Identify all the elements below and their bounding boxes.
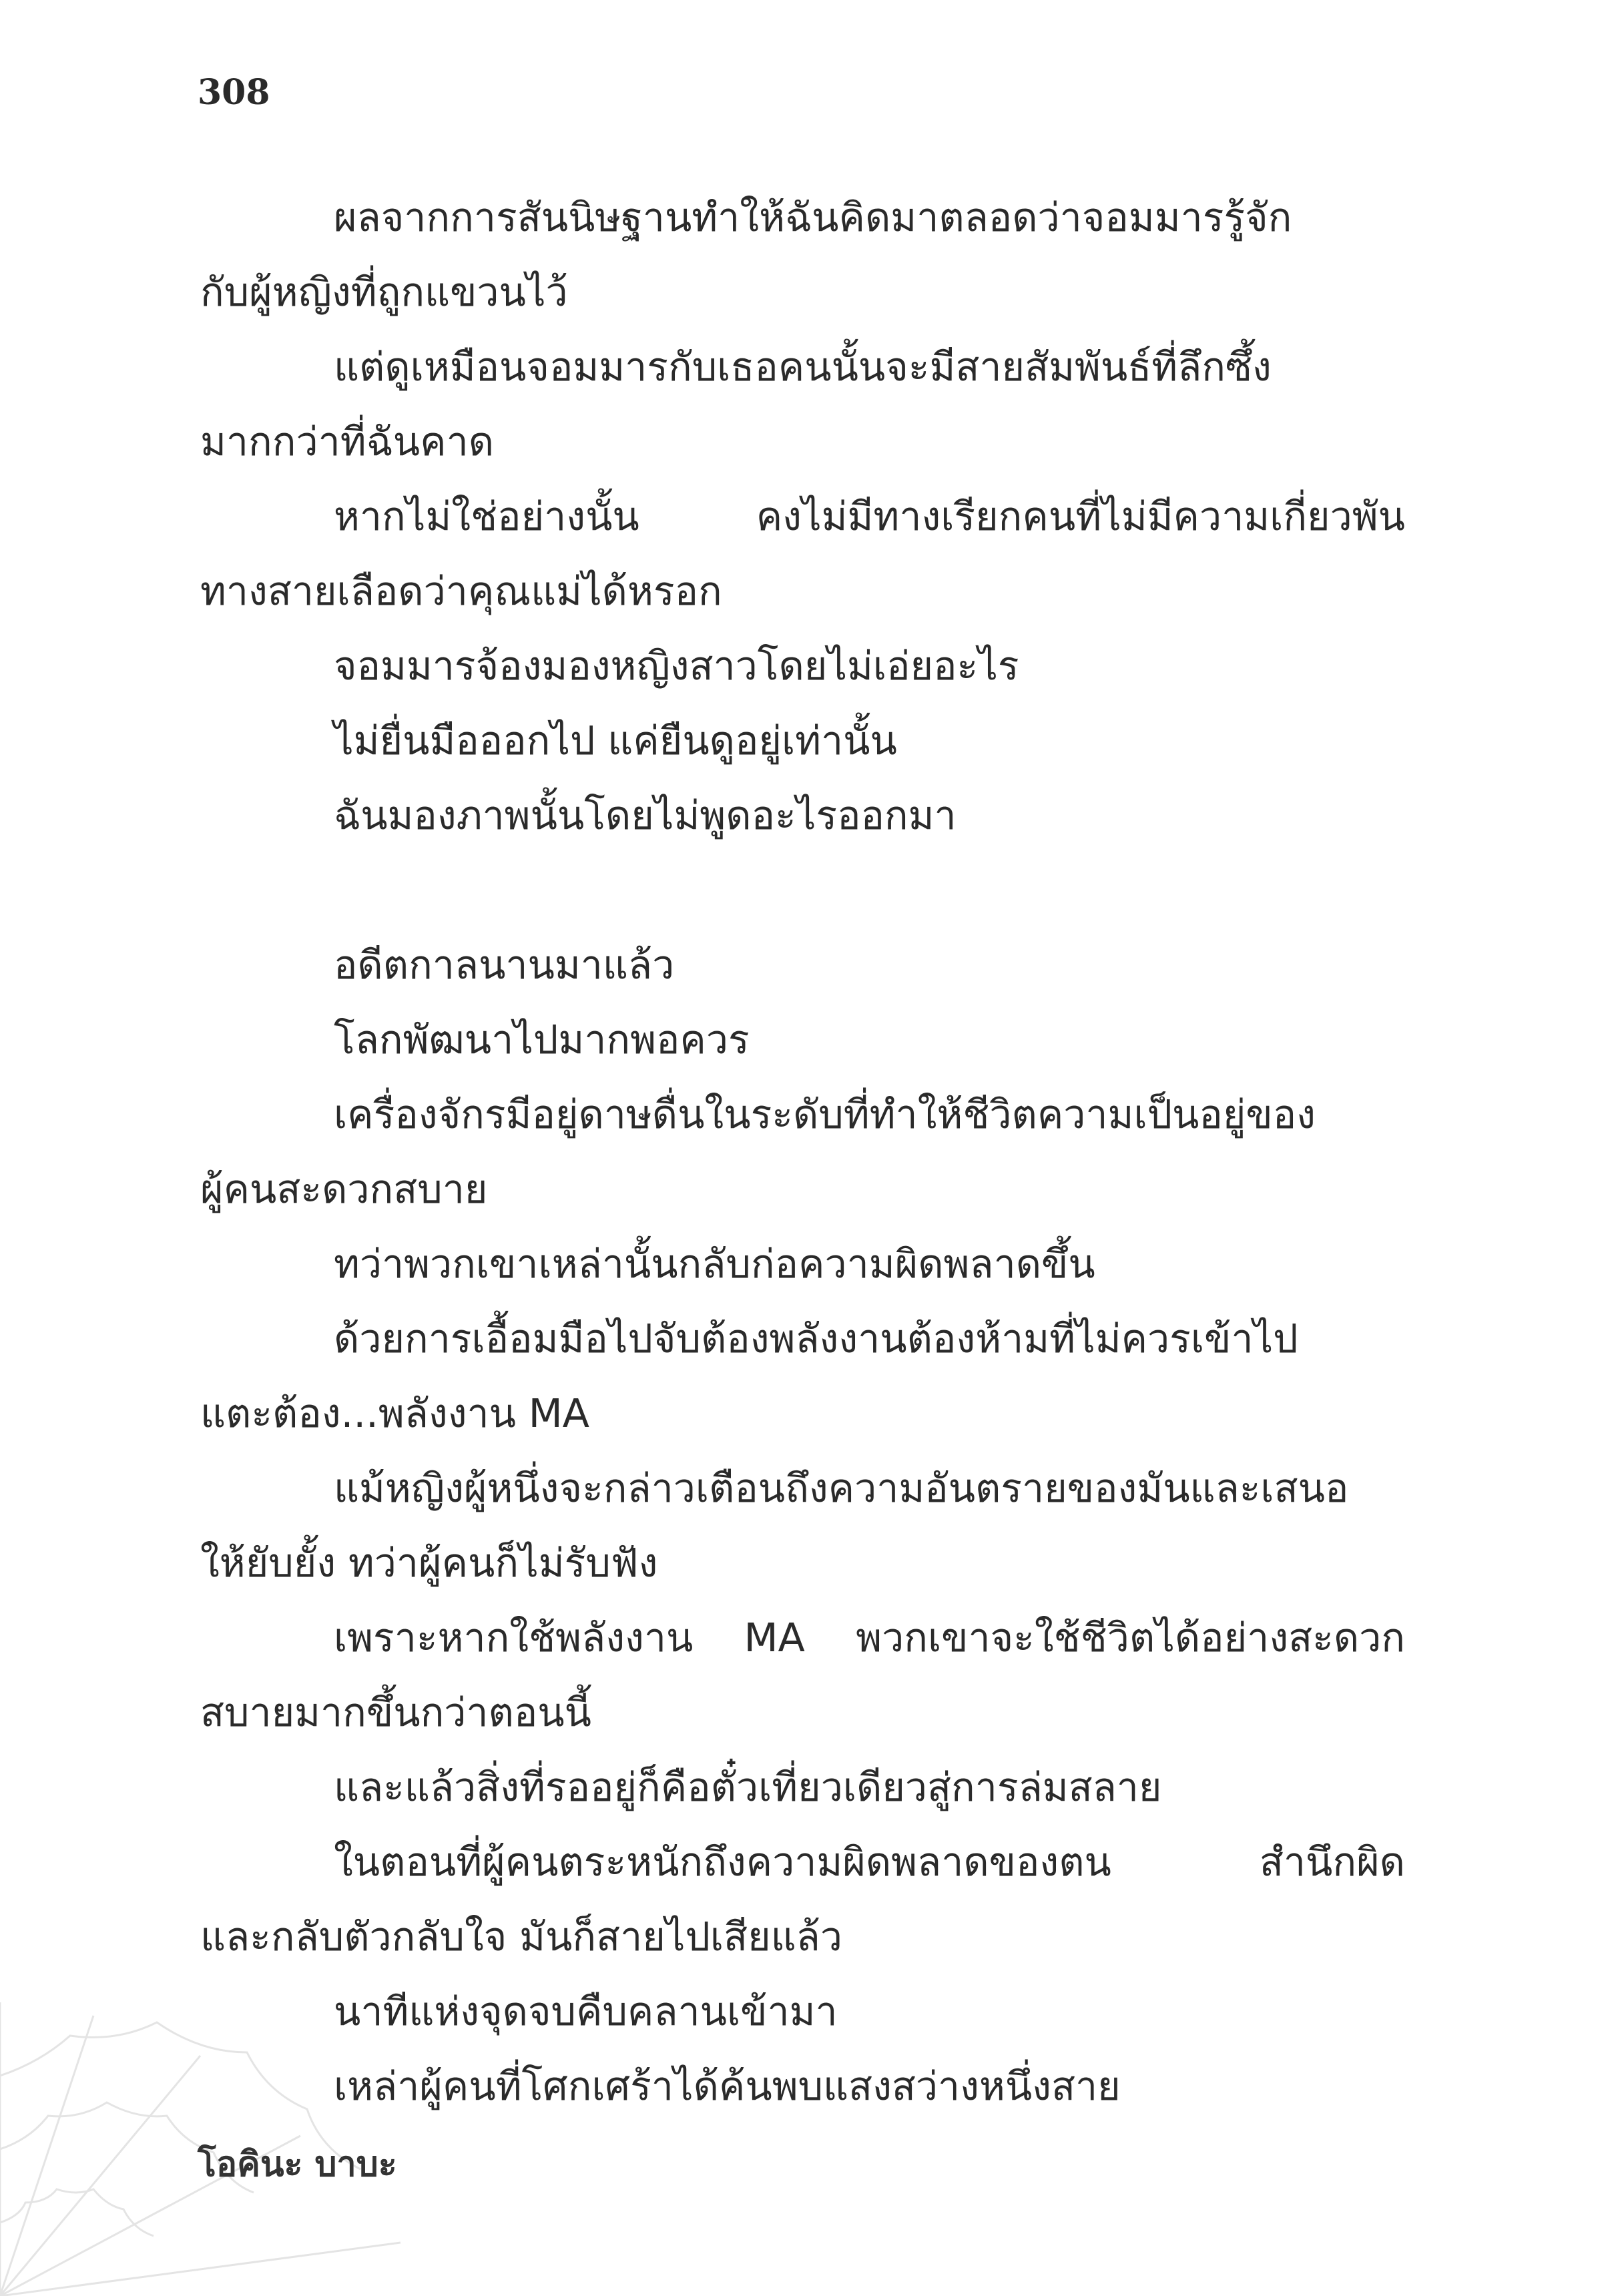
text-line: นาทีแห่งจุดจบคืบคลานเข้ามา xyxy=(334,1988,838,2034)
text-line: ทว่าพวกเขาเหล่านั้นกลับก่อความผิดพลาดขึ้น xyxy=(334,1241,1095,1287)
text-line: กับผู้หญิงที่ถูกแขวนไว้ xyxy=(200,269,568,315)
text-line: สบายมากขึ้นกว่าตอนนี้ xyxy=(200,1689,591,1735)
text-line: จอมมารจ้องมองหญิงสาวโดยไม่เอ่ยอะไร xyxy=(334,643,1019,689)
text-line: ไม่ยื่นมือออกไป แค่ยืนดูอยู่เท่านั้น xyxy=(334,718,897,764)
text-line: แตะต้อง...พลังงาน MA xyxy=(200,1390,589,1436)
text-line: มากกว่าที่ฉันคาด xyxy=(200,418,495,465)
text-line: ทางสายเลือดว่าคุณแม่ได้หรอก xyxy=(200,568,722,614)
text-line: ผู้คนสะดวกสบาย xyxy=(200,1166,488,1212)
text-line: หากไม่ใช่อย่างนั้น คงไม่มีทางเรียกคนที่ไม่มีความเกี่ยวพัน xyxy=(334,493,1405,539)
text-line: แต่ดูเหมือนจอมมารกับเธอคนนั้นจะมีสายสัมพันธ์ที่ลึกซึ้ง xyxy=(334,344,1272,390)
text-line: อดีตกาลนานมาแล้ว xyxy=(334,942,675,988)
text-line: เหล่าผู้คนที่โศกเศร้าได้ค้นพบแสงสว่างหนึ่งสาย xyxy=(334,2063,1121,2109)
text-line: ฉันมองภาพนั้นโดยไม่พูดอะไรออกมา xyxy=(334,792,957,838)
text-line: ผลจากการสันนิษฐานทำให้ฉันคิดมาตลอดว่าจอมมารรู้จัก xyxy=(334,194,1292,240)
text-line: เพราะหากใช้พลังงาน MA พวกเขาจะใช้ชีวิตได้อย่างสะดวก xyxy=(334,1615,1405,1661)
text-line: ให้ยับยั้ง ทว่าผู้คนก็ไม่รับฟัง xyxy=(200,1540,658,1586)
text-line: ด้วยการเอื้อมมือไปจับต้องพลังงานต้องห้ามที่ไม่ควรเข้าไป xyxy=(334,1316,1298,1362)
text-line: โลกพัฒนาไปมากพอควร xyxy=(334,1017,750,1063)
text-line: เครื่องจักรมีอยู่ดาษดื่นในระดับที่ทำให้ชีวิตความเป็นอยู่ของ xyxy=(334,1091,1316,1137)
text-line: และแล้วสิ่งที่รออยู่ก็คือตั๋วเที่ยวเดียวสู่การล่มสลาย xyxy=(334,1764,1162,1810)
text-line: แม้หญิงผู้หนึ่งจะกล่าวเตือนถึงความอันตรายของมันและเสนอ xyxy=(334,1465,1349,1511)
text-line: ในตอนที่ผู้คนตระหนักถึงความผิดพลาดของตน สำนึกผิด xyxy=(334,1839,1405,1885)
text-line: และกลับตัวกลับใจ มันก็สายไปเสียแล้ว xyxy=(200,1914,842,1960)
footer-author: โอคินะ บาบะ xyxy=(198,2144,397,2185)
page-number: 308 xyxy=(198,72,270,113)
